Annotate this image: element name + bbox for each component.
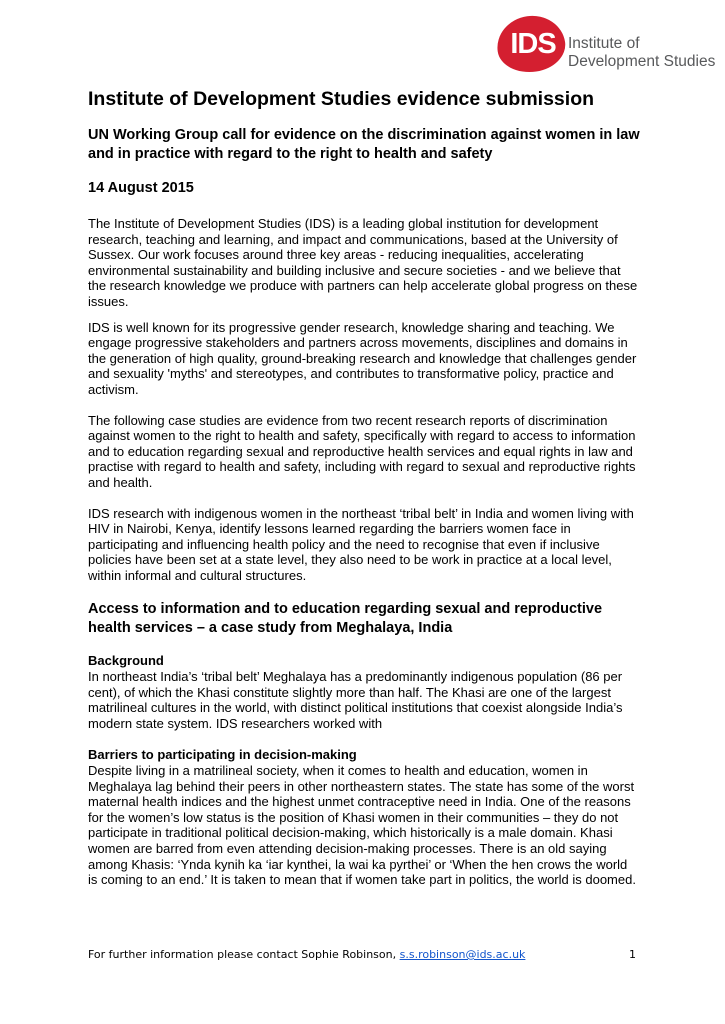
document-title: Institute of Development Studies evidence submission: [88, 88, 595, 110]
paragraph-case-studies: The following case studies are evidence from two recent research reports of discrimination against women to the right to health and safety, specifically with regard to access to information and to education regarding sexual and reproductive health services and equal rights in law and practise with regard to health and safety, including with regard to sexual and reproductive rights and health.: [88, 412, 636, 490]
footer-email-link[interactable]: s.s.robinson@ids.ac.uk: [399, 948, 526, 961]
barriers-text: Despite living in a matrilineal society, when it comes to health and education, women in Meghalaya lag behind their peers in other northeastern states. The state has some of the worst maternal health indices and the highest unmet contraceptive need in India. One of the reasons for the women’s low status is the position of Khasi women in their communities – they do not participate in traditional political decision-making, which historically is a male domain. Khasi women are barred from even attending decision-making processes. There is an old saying among Khasis: ‘Ynda kynih ka ‘iar kynthei, la wai ka pyrthei’ or ‘When the hen crows the world is coming to an end.’ It is taken to mean that if women take part in politics, the world is doomed.: [88, 763, 636, 888]
paragraph-gender-research: IDS is well known for its progressive gender research, knowledge sharing and teaching. We engage progressive stakeholders and partners across movements, disciplines and domains in the generation of high quality, ground-breaking research and knowledge that challenges gender and sexuality 'myths' and stereotypes, and contributes to transformative policy, practice and activism.: [88, 319, 637, 397]
logo-line-2: Development Studies: [568, 53, 716, 70]
ids-logo: [497, 16, 717, 76]
logo-mark-text: IDS: [510, 28, 556, 60]
background-heading: Background: [88, 653, 164, 669]
document-subtitle: UN Working Group call for evidence on the discrimination against women in law and in practice with regard to the right to health and safety: [88, 127, 640, 162]
section-heading: Access to information and to education regarding sexual and reproductive health services – a case study from Meghalaya, India: [88, 601, 603, 637]
logo-line-1: Institute of: [568, 35, 640, 52]
document-body: [88, 86, 640, 888]
background-text: In northeast India’s ‘tribal belt’ Meghalaya has a predominantly indigenous population (86 per cent), of which the Khasi constitute slightly more than half. The Khasi are one of the largest matrilineal cultures in the world, with distinct political institutions that coexist alongside India’s modern state system. IDS researchers worked with: [88, 669, 623, 731]
footer-contact-text: For further information please contact Sophie Robinson,: [88, 948, 400, 961]
page-footer: [88, 948, 640, 962]
page-number: 1: [629, 948, 636, 961]
document-date: 14 August 2015: [88, 180, 194, 196]
barriers-heading: Barriers to participating in decision-making: [88, 747, 357, 763]
logo-wordmark: [568, 35, 715, 71]
paragraph-intro: The Institute of Development Studies (IDS) is a leading global institution for development research, teaching and learning, and impact and communications, based at the University of Sussex. Our work focuses around three key areas - reducing inequalities, accelerating environmental sustainability and building inclusive and secure societies - and we believe that the research knowledge we produce with partners can help accelerate global progress on these issues.: [88, 216, 638, 309]
paragraph-research-summary: IDS research with indigenous women in the northeast ‘tribal belt’ in India and women living with HIV in Nairobi, Kenya, identify lessons learned regarding the barriers women face in participating and influencing health policy and the need to recognise that even if inclusive policies have been set at a state level, they also need to be work in practice at a local level, within informal and cultural structures.: [88, 505, 634, 583]
